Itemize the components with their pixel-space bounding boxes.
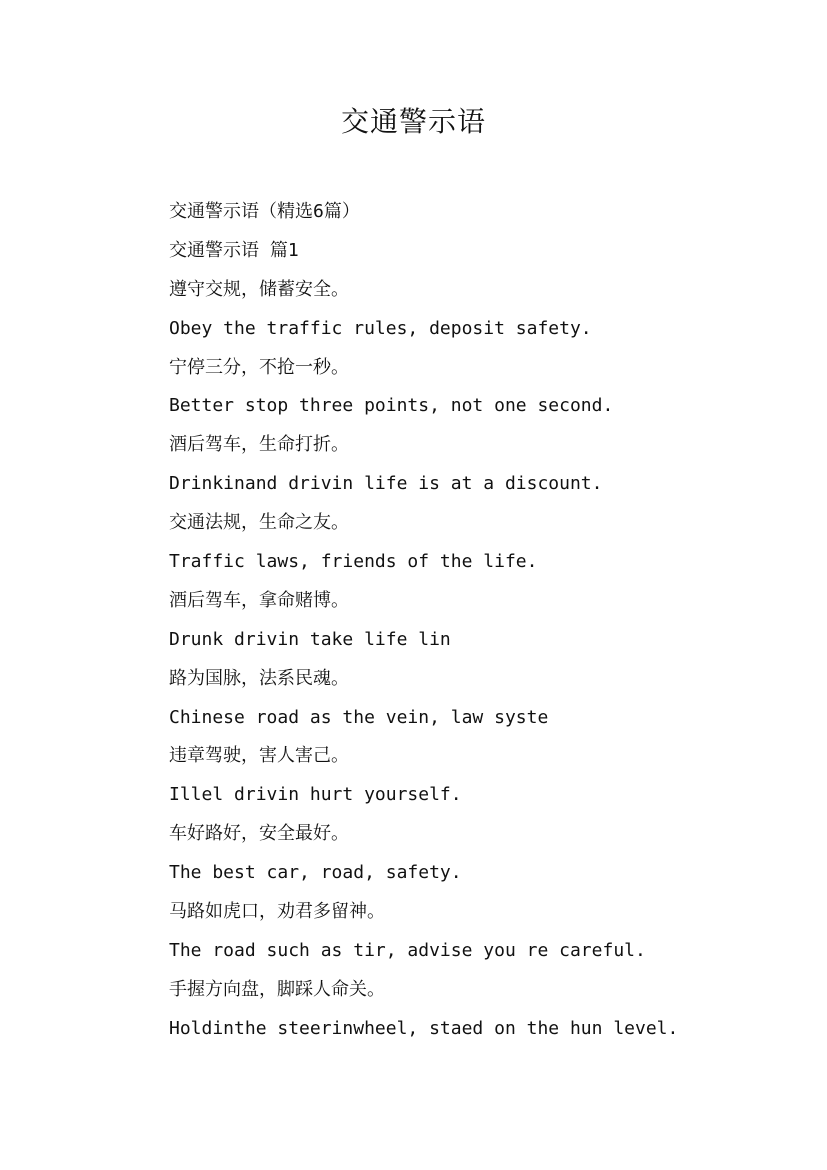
text-line: Obey the traffic rules, deposit safety. (169, 317, 592, 339)
text-line: 交通法规，生命之友。 (169, 512, 349, 534)
text-line: Better stop three points, not one second. (169, 395, 614, 417)
text-line: 交通警示语 篇1 (169, 239, 299, 261)
text-line: Illel drivin hurt yourself. (169, 784, 462, 806)
text-line: 酒后驾车，生命打折。 (169, 434, 349, 456)
text-line: 遵守交规，储蓄安全。 (169, 278, 349, 300)
text-line: 路为国脉，法系民魂。 (169, 667, 349, 689)
text-line: 马路如虎口，劝君多留神。 (169, 901, 385, 923)
text-line: Drinkinand drivin life is at a discount. (169, 473, 603, 495)
text-line: 手握方向盘，脚踩人命关。 (169, 978, 385, 1000)
text-line: Drunk drivin take life lin (169, 628, 451, 650)
text-line: 酒后驾车，拿命赌博。 (169, 589, 349, 611)
text-line: Traffic laws, friends of the life. (169, 551, 538, 573)
document-body (169, 193, 789, 1049)
text-line: The road such as tir, advise you re careful. (169, 939, 646, 961)
text-line: 违章驾驶，害人害己。 (169, 745, 349, 767)
text-line: 交通警示语（精选6篇） (169, 201, 360, 222)
text-line: The best car, road, safety. (169, 862, 462, 884)
text-line: Chinese road as the vein, law syste (169, 706, 549, 728)
document-title: 交通警示语 (340, 105, 486, 138)
text-line: 车好路好，安全最好。 (169, 823, 349, 845)
text-line: Holdinthe steerinwheel, staed on the hun level. (169, 1017, 679, 1039)
text-line: 宁停三分，不抢一秒。 (169, 356, 349, 378)
